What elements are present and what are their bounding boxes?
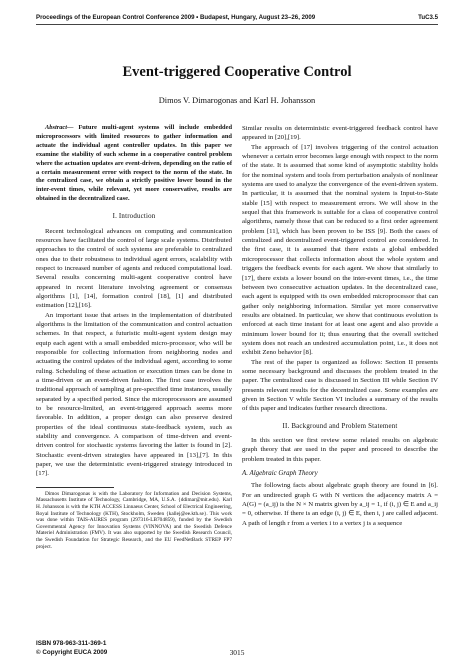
body-paragraph: Similar results on deterministic event-triggered feedback control have appeared in [20],[19]. [242, 125, 438, 142]
left-column [36, 124, 232, 550]
intro-paragraph: An important issue that arises in the implementation of distributed algorithms is the limitation of the communication and control actuation schemes. In that respect, a futuristic multi-agent system design may equip each agent with a small embedded micro-processor, who will be responsible for collecting information from neighboring nodes and actuating the control updates of the individual agent, according to some ruling. Scheduling of these actuation or execution times can be done in a time-driven or an event-driven fashion. The first case involves the traditional approach of sampling at pre-specified time instances, usually separated by a specified period. Since the microprocessors are assumed to be resource-limited, an event-triggered approach seems more favorable. In addition, a proper design can also preserve desired properties of the ideal continuous state-feedback system, such as stability and convergence. A comparison of time-driven and event-driven control for stochastic systems favoring the latter is found in [2]. Stochastic event-driven strategies have appeared in [13],[7]. In this paper, we use the deterministic event-triggered strategy introduced in [17]. [36, 311, 232, 478]
conference-line: Proceedings of the European Control Conference 2009 • Budapest, Hungary, August 23–26, 2009 [36, 14, 316, 21]
paper-authors: Dimos V. Dimarogonas and Karl H. Johansson [158, 96, 316, 105]
page-number: 3015 [229, 648, 245, 657]
isbn: ISBN 978-963-311-369-1 [36, 640, 107, 647]
footnote-rule [36, 487, 114, 488]
body-paragraph: The rest of the paper is organized as follows: Section II presents some necessary background and discusses the problem treated in the paper. The centralized case is discussed in Section III while Section IV presents relevant results for the decentralized case. Some examples are given in Section V while Section VI includes a summary of the results of this paper and indicates further research directions. [242, 358, 438, 413]
abstract [36, 124, 232, 204]
copyright: © Copyright EUCA 2009 [36, 649, 108, 656]
body-paragraph: The approach of [17] involves triggering of the control actuation whenever a certain error becomes large enough with respect to the norm of the state. It is assumed that some kind of asymptotic stability holds for the nominal system and tools from perturbation analysis of nonlinear systems are used to analyze the convergence of the event-driven system. In particular, it is assumed that the nominal system is Input-to-State stable [15] with respect to measurement errors. We will show in the sequel that this framework is suitable for a class of cooperative control algorithms, namely those that can be reduced to a first order agreement problem [11], which has been proven to be ISS [9]. Both the cases of centralized and decentralized event-triggered control are considered. In the first case, it is assumed that there exists a global embedded microprocessor that collects information about the whole system and triggers the feedback events for each agent. We show that similarly to [17], there exists a lower bound on the inter-event times, i.e., the time between two consecutive actuation updates. In the decentralized case, each agent is equipped with its own embedded microprocessor that can gather only neighboring information. Similar yet more conservative results are obtained. In particular, we show that continuous evolution is enforced at each time instant for at least one agent and also provide a minimum lower bound for it; thus ensuring that the overall switched system does not reach an undesired accumulation point, i.e., it does not exhibit Zeno behavior [8]. [242, 143, 438, 357]
intro-paragraph: Recent technological advances on computing and communication resources have facilitated the control of large scale systems. Distributed approaches to the control of such systems are preferable to centralized ones due to their robustness to individual agent errors, scalability with respect to increased number of agents and reduced computational load. Several results concerning multi-agent cooperative control have appeared in recent literature involving agreement or consensus algorithms [1], [14], formation control [18], [1] and distributed estimation [12],[16]. [36, 227, 232, 310]
header-rule [36, 24, 438, 25]
section-heading-introduction: I. Introduction [112, 213, 156, 221]
abstract-text: — Future multi-agent systems will include embedded microprocessors with limited resources to gather information and actuate the individual agent controller updates. In this paper we examine the stability of such scheme in a cooperative control problem where the actuation updates are event-driven, depending on the ratio of a certain measurement error with respect to the norm of the state. In the centralized case, we obtain a strictly positive lower bound in the inter-event times, while relevant, yet more conservative, results are obtained in the decentralized case. [36, 124, 232, 203]
session-code: TuC3.5 [418, 14, 438, 21]
author-footnote: Dimos Dimarogonas is with the Laboratory for Information and Decision Systems, Massachusetts Institute of Technology, Cambridge, MA, U.S.A. {ddimar@mit.edu}. Karl H. Johansson is with the KTH ACCESS Linnaeus Center, School of Electrical Engineering, Royal Institute of Technology (KTH), Stockholm, Sweden {kallej@ee.kth.se}. This work was done within TAIS-AURES program (297316-LB704859), funded by the Swedish Governmental Agency for Innovation Systems (VINNOVA) and the Swedish Defence Materiel Administration (FMV). It was also supported by the Swedish Research Council, the Swedish Foundation for Strategic Research, and the EU FeedNetBack STREP FP7 project. [36, 490, 232, 550]
right-column [242, 124, 438, 528]
subsection-heading-graph-theory: A. Algebraic Graph Theory [242, 470, 318, 478]
background-paragraph: In this section we first review some related results on algebraic graph theory that are used in the paper and proceed to describe the problem treated in this paper. [242, 437, 438, 463]
paper-title: Event-triggered Cooperative Control [122, 64, 352, 80]
graph-theory-paragraph: The following facts about algebraic graph theory are found in [6]. For an undirected graph G with N vertices the adjacency matrix A = A(G) = (a_ij) is the N × N matrix given by a_ij = 1, if (i, j) ∈ E and a_ij = 0, otherwise. If there is an edge (i, j) ∈ E, then i, j are called adjacent. A path of length r from a vertex i to a vertex j is a sequence [242, 482, 438, 527]
section-heading-background: II. Background and Problem Statement [282, 422, 398, 430]
abstract-label: Abstract [45, 124, 68, 131]
